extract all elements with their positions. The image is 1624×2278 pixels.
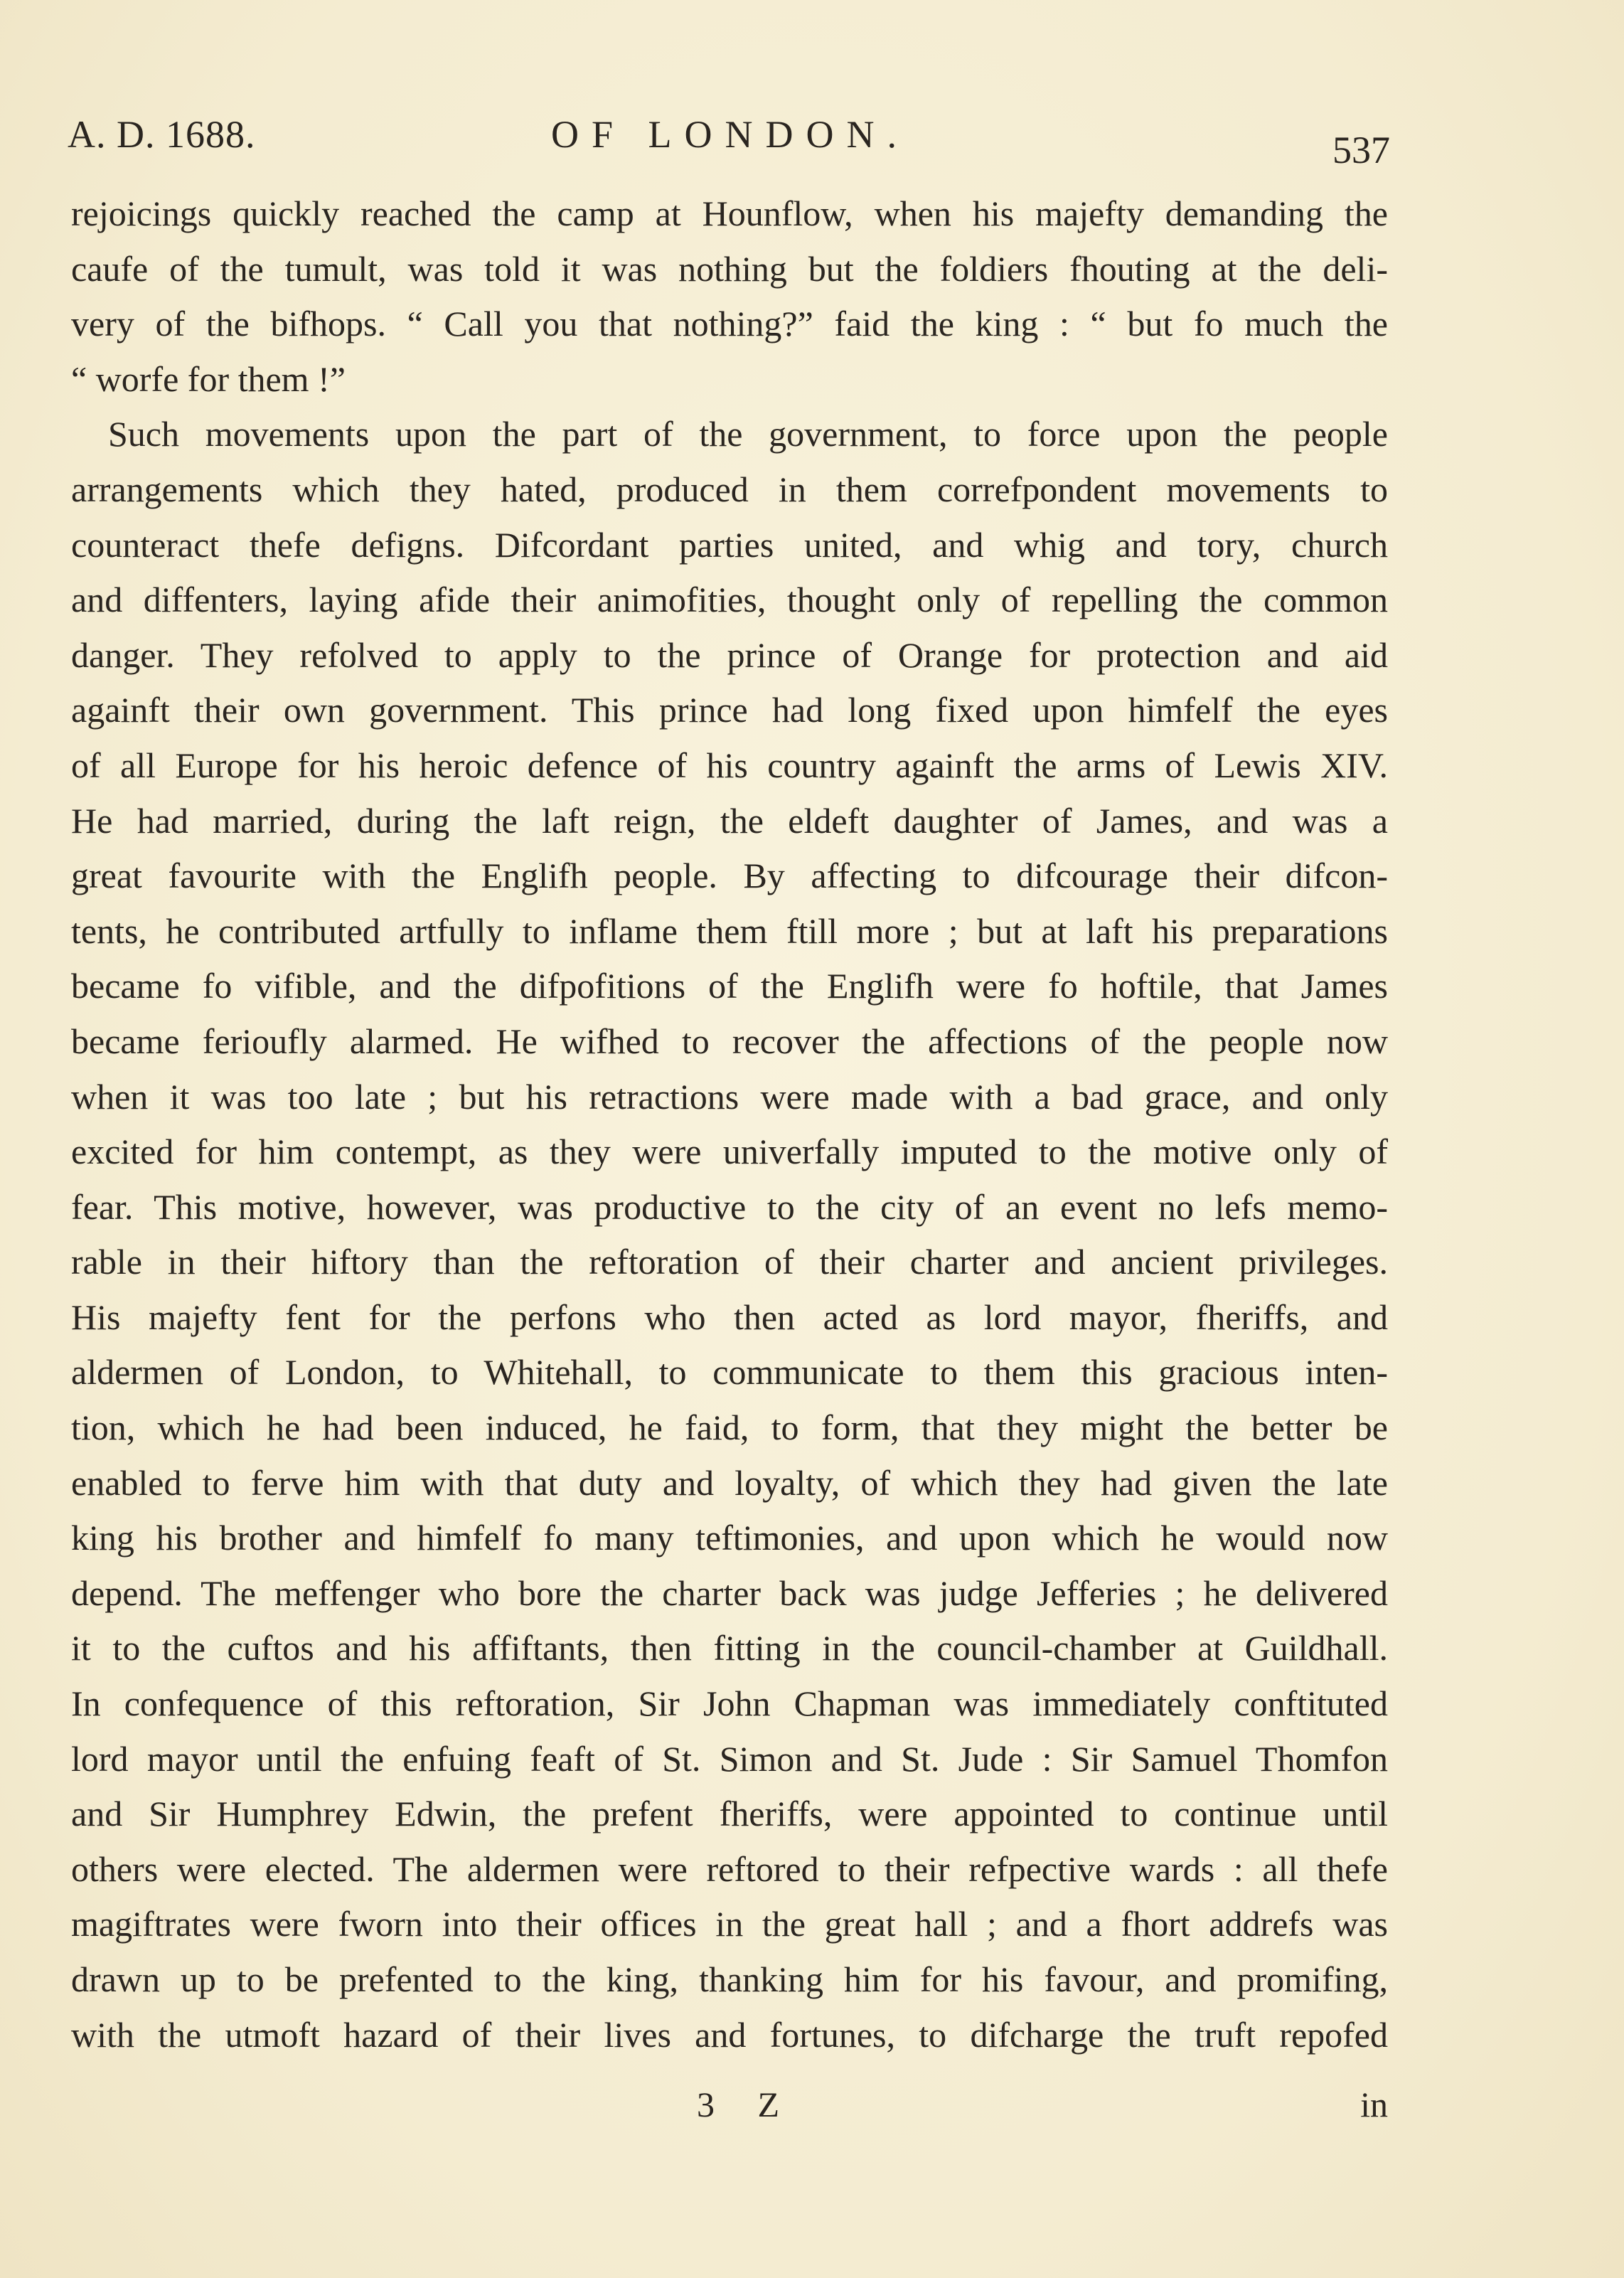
text-line: when it was too late ; but his retractions were made with a bad grace, and only <box>71 1076 1388 1117</box>
body-text <box>71 186 1388 2063</box>
running-header <box>68 112 1390 169</box>
text-line: with the utmoft hazard of their lives and fortunes, to difcharge the truft repofed <box>71 2014 1388 2055</box>
text-line: “ worfe for them !” <box>71 358 346 399</box>
text-line: arrangements which they hated, produced in them correfpondent movements to <box>71 469 1388 509</box>
text-line: enabled to ferve him with that duty and loyalty, of which they had given the late <box>71 1462 1388 1503</box>
header-title: OF LONDON. <box>551 113 909 156</box>
text-line: great favourite with the Englifh people. By affecting to difcourage their difcon- <box>71 856 1388 896</box>
text-line: lord mayor until the enfuing feaft of St. Simon and St. Jude : Sir Samuel Thomfon <box>71 1738 1388 1779</box>
paragraph-1 <box>71 186 1388 407</box>
text-line: very of the bifhops. “ Call you that nothing?” faid the king : “ but fo much the <box>71 304 1388 344</box>
text-line: and diffenters, laying afide their animofities, thought only of repelling the common <box>71 580 1388 620</box>
text-line: caufe of the tumult, was told it was nothing but the foldiers fhouting at the deli- <box>71 248 1388 289</box>
text-line: Such movements upon the part of the government, to force upon the people <box>108 414 1388 454</box>
page-footer <box>71 2084 1388 2134</box>
text-line: became fo vifible, and the difpofitions of the Englifh were fo hoftile, that James <box>71 966 1388 1006</box>
text-line: tion, which he had been induced, he faid, to form, that they might the better be <box>71 1407 1388 1448</box>
text-line: it to the cuftos and his affiftants, then fitting in the council-chamber at Guildhall. <box>71 1628 1388 1668</box>
text-line: aldermen of London, to Whitehall, to communicate to them this gracious inten- <box>71 1352 1388 1393</box>
text-line: depend. The meffenger who bore the charter back was judge Jefferies ; he delivered <box>71 1572 1388 1613</box>
text-line: of all Europe for his heroic defence of his country againft the arms of Lewis XIV. <box>71 745 1388 785</box>
text-line: excited for him contempt, as they were univerfally imputed to the motive only of <box>71 1132 1388 1172</box>
text-line: fear. This motive, however, was productive to the city of an event no lefs memo- <box>71 1186 1388 1227</box>
paragraph-2 <box>71 407 1388 2063</box>
text-line: He had married, during the laft reign, the eldeft daughter of James, and was a <box>71 800 1388 841</box>
text-line: againft their own government. This prince had long fixed upon himfelf the eyes <box>71 690 1388 730</box>
text-line: drawn up to be prefented to the king, thanking him for his favour, and promifing, <box>71 1959 1388 1999</box>
text-line: rable in their hiftory than the reftoration of their charter and ancient privileges. <box>71 1242 1388 1282</box>
text-line: and Sir Humphrey Edwin, the prefent fheriffs, were appointed to continue until <box>71 1794 1388 1834</box>
text-line: others were elected. The aldermen were reftored to their refpective wards : all thefe <box>71 1848 1388 1889</box>
catchword: in <box>1360 2085 1388 2124</box>
text-line: danger. They refolved to apply to the prince of Orange for protection and aid <box>71 634 1388 675</box>
text-line: His majefty fent for the perfons who then acted as lord mayor, fheriffs, and <box>71 1297 1388 1337</box>
text-line: tents, he contributed artfully to inflame them ftill more ; but at laft his preparations <box>71 910 1388 951</box>
page-number: 537 <box>1332 129 1390 171</box>
text-line: king his brother and himfelf fo many teftimonies, and upon which he would now <box>71 1518 1388 1558</box>
header-date: A. D. 1688. <box>68 113 256 156</box>
signature-mark: 3 Z <box>697 2085 797 2124</box>
text-line: In confequence of this reftoration, Sir John Chapman was immediately conftituted <box>71 1683 1388 1724</box>
text-line: rejoicings quickly reached the camp at Hounflow, when his majefty demanding the <box>71 193 1388 233</box>
text-line: became ferioufly alarmed. He wifhed to recover the affections of the people now <box>71 1021 1388 1061</box>
text-line: magiftrates were fworn into their offices in the great hall ; and a fhort addrefs was <box>71 1904 1388 1944</box>
text-line: counteract thefe defigns. Difcordant parties united, and whig and tory, church <box>71 524 1388 565</box>
